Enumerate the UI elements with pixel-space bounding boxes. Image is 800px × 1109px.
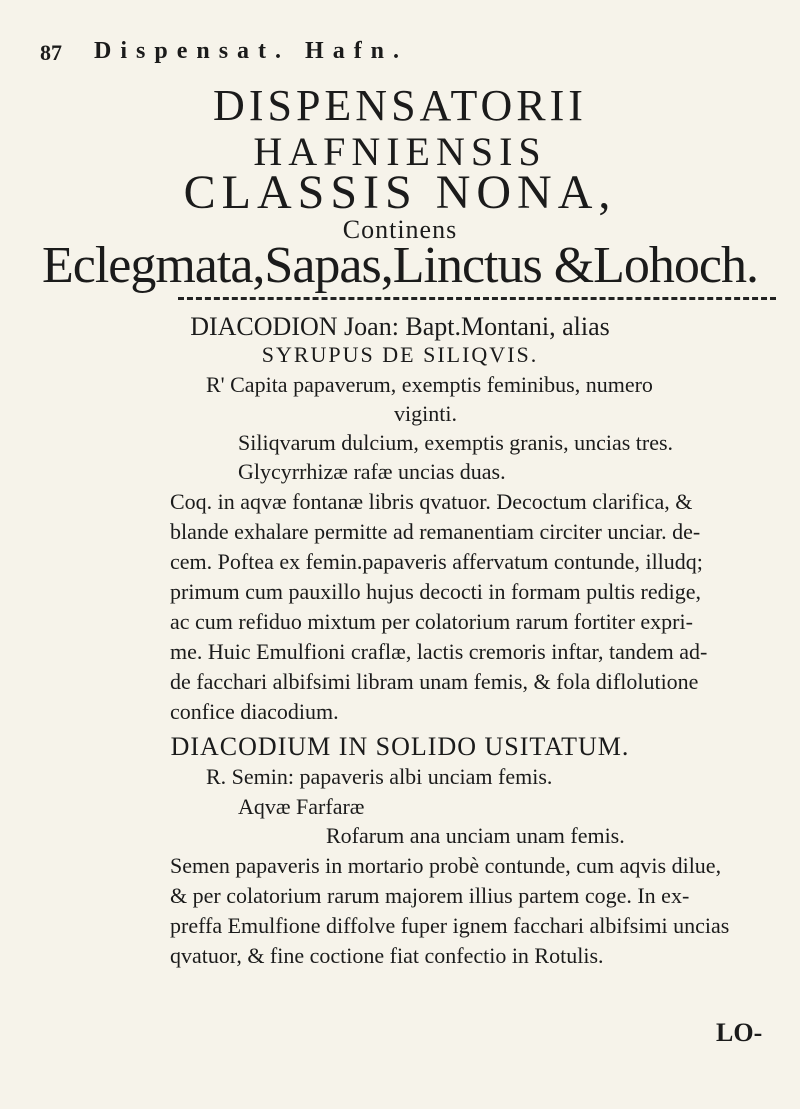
section2-line: Rofarum ana unciam unam femis. — [326, 823, 625, 848]
catchword: LO- — [716, 1018, 763, 1047]
section2-line: Semen papaveris in mortario probè contunde, cum aqvis dilue, — [170, 853, 722, 878]
running-head: Dispensat. Hafn. — [94, 38, 409, 64]
section1-line: R' Capita papaverum, exemptis feminibus, numero — [206, 372, 653, 397]
title-line-1: DISPENSATORII — [213, 81, 587, 130]
section1-line: de facchari albifsimi libram unam femis, & fola diflolutione — [170, 669, 699, 694]
section2-line: qvatuor, & fine coctione fiat confectio in Rotulis. — [170, 943, 604, 968]
section1-line: blande exhalare permitte ad remanentiam circiter unciar. de- — [170, 519, 701, 544]
page-number: 87 — [40, 40, 62, 65]
section2-line: preffa Emulfione diffolve fuper ignem facchari albifsimi uncias — [170, 913, 730, 938]
section1-subheading: SYRUPUS DE SILIQVIS. — [261, 342, 539, 367]
section2-line: Aqvæ Farfaræ — [238, 794, 365, 819]
section2-line: R. Semin: papaveris albi unciam femis. — [206, 764, 553, 789]
title-line-2: HAFNIENSIS — [253, 129, 547, 174]
section1-heading: DIACODION Joan: Bapt.Montani, alias — [190, 312, 610, 341]
section1-line: Siliqvarum dulcium, exemptis granis, uncias tres. — [238, 430, 674, 455]
title-line-4: Continens — [342, 215, 458, 244]
section2-line: & per colatorium rarum majorem illius partem coge. In ex- — [170, 883, 690, 908]
section1-line: Coq. in aqvæ fontanæ libris qvatuor. Decoctum clarifica, & — [170, 489, 693, 514]
decorative-rule-line — [178, 297, 776, 300]
section1-line: viginti. — [394, 401, 457, 426]
section1-line: ac cum refiduo mixtum per colatorium rarum fortiter expri- — [170, 609, 693, 634]
section1-line: me. Huic Emulfioni craflæ, lactis cremoris inftar, tandem ad- — [170, 639, 708, 664]
title-line-3: CLASSIS NONA, — [183, 166, 617, 219]
section2-heading: DIACODIUM IN SOLIDO USITATUM. — [170, 732, 630, 761]
section1-line: Glycyrrhizæ rafæ uncias duas. — [238, 459, 506, 484]
title-line-5: Eclegmata,Sapas,Linctus &Lohoch. — [41, 237, 758, 294]
section1-line: cem. Poftea ex femin.papaveris affervatum contunde, illudq; — [170, 549, 703, 574]
section1-line: primum cum pauxillo hujus decocti in formam pultis redige, — [170, 579, 701, 604]
section1-line: confice diacodium. — [170, 699, 339, 724]
